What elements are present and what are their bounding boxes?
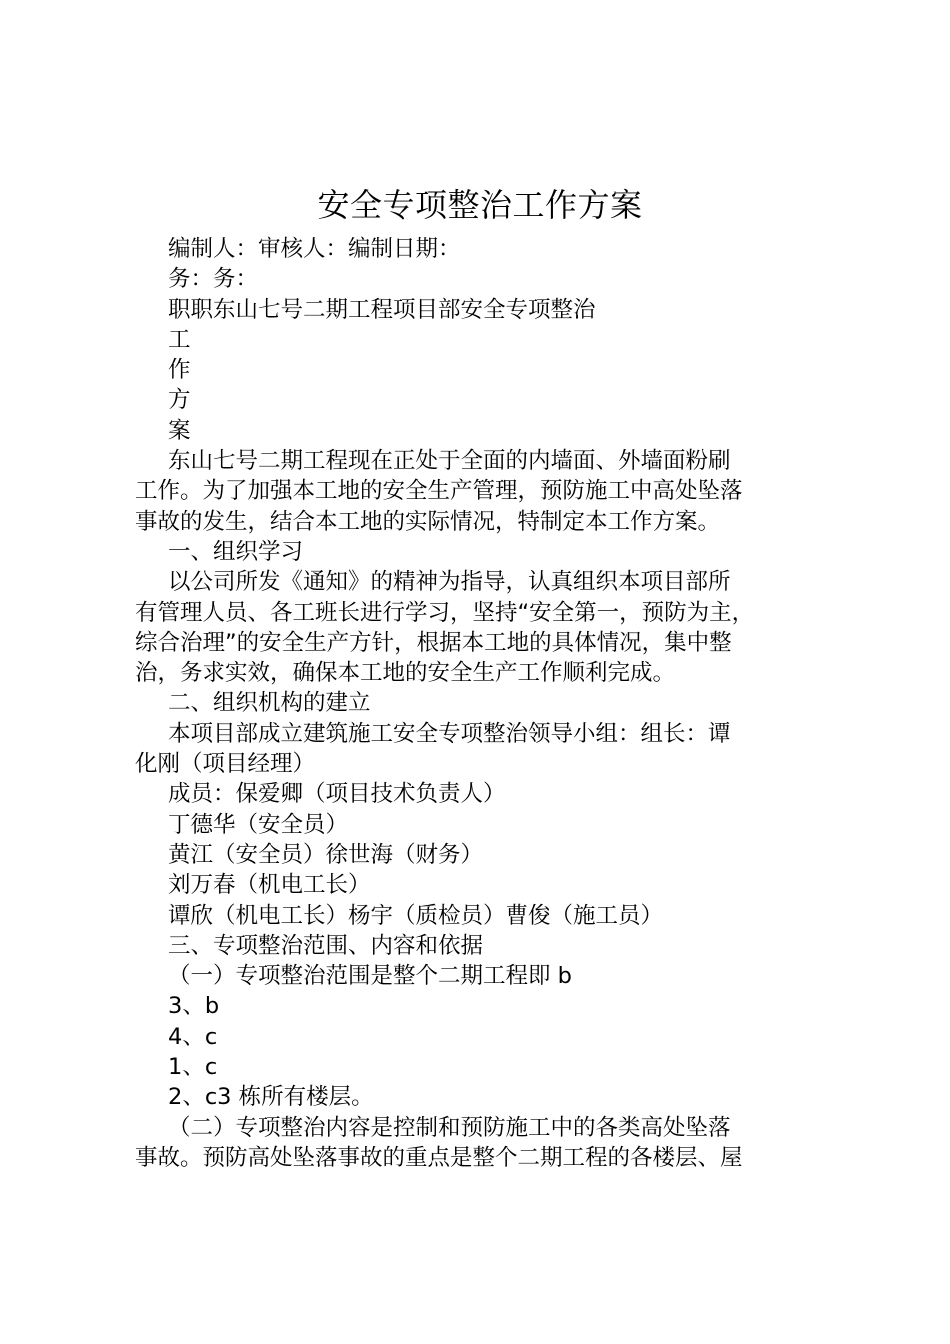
document-line: 三、专项整治范围、内容和依据 xyxy=(168,932,484,959)
document-line: 化刚（项目经理） xyxy=(135,751,316,778)
document-line: 2、c3 栋所有楼层。 xyxy=(168,1084,374,1111)
document-line: 东山七号二期工程现在正处于全面的内墙面、外墙面粉刷 xyxy=(168,448,731,475)
document-line: 丁德华（安全员） xyxy=(168,811,349,838)
document-line: 作 xyxy=(168,357,191,384)
document-line: 方 xyxy=(168,387,191,414)
document-line: 黄江（安全员）徐世海（财务） xyxy=(168,841,484,868)
document-line: （二）专项整治内容是控制和预防施工中的各类高处坠落 xyxy=(168,1114,731,1141)
document-line: 有管理人员、各工班长进行学习，坚持“安全第一，预防为主， xyxy=(135,599,755,626)
document-line: 成员：保爱卿（项目技术负责人） xyxy=(168,781,506,808)
document-line: 1、c xyxy=(168,1054,218,1081)
document-line: 谭欣（机电工长）杨宇（质检员）曹俊（施工员） xyxy=(168,902,664,929)
document-body xyxy=(135,234,835,1173)
document-line: 刘万春（机电工长） xyxy=(168,872,371,899)
document-line: （一）专项整治范围是整个二期工程即 b xyxy=(168,963,572,990)
document-line: 职职东山七号二期工程项目部安全专项整治 xyxy=(168,296,596,323)
document-line: 工作。为了加强本工地的安全生产管理，预防施工中高处坠落 xyxy=(135,478,743,505)
document-line: 4、c xyxy=(168,1023,218,1050)
document-line: 事故。预防高处坠落事故的重点是整个二期工程的各楼层、屋 xyxy=(135,1144,743,1171)
document-line: 治，务求实效，确保本工地的安全生产工作顺利完成。 xyxy=(135,660,676,687)
document-line: 编制人：审核人：编制日期： xyxy=(168,236,461,262)
document-line: 本项目部成立建筑施工安全专项整治领导小组：组长：谭 xyxy=(168,720,731,747)
document-line: 案 xyxy=(168,417,191,444)
document-line: 以公司所发《通知》的精神为指导，认真组织本项目部所 xyxy=(168,569,731,596)
document-line: 二、组织机构的建立 xyxy=(168,690,371,717)
document-line: 工 xyxy=(168,326,191,353)
document-line: 综合治理”的安全生产方针，根据本工地的具体情况，集中整 xyxy=(135,629,732,656)
document-line: 务：务： xyxy=(168,266,259,293)
document-line: 事故的发生，结合本工地的实际情况，特制定本工作方案。 xyxy=(135,508,721,535)
document-title: 安全专项整治工作方案 xyxy=(317,186,643,224)
document-line: 3、b xyxy=(168,993,220,1020)
document-line: 一、组织学习 xyxy=(168,538,304,565)
